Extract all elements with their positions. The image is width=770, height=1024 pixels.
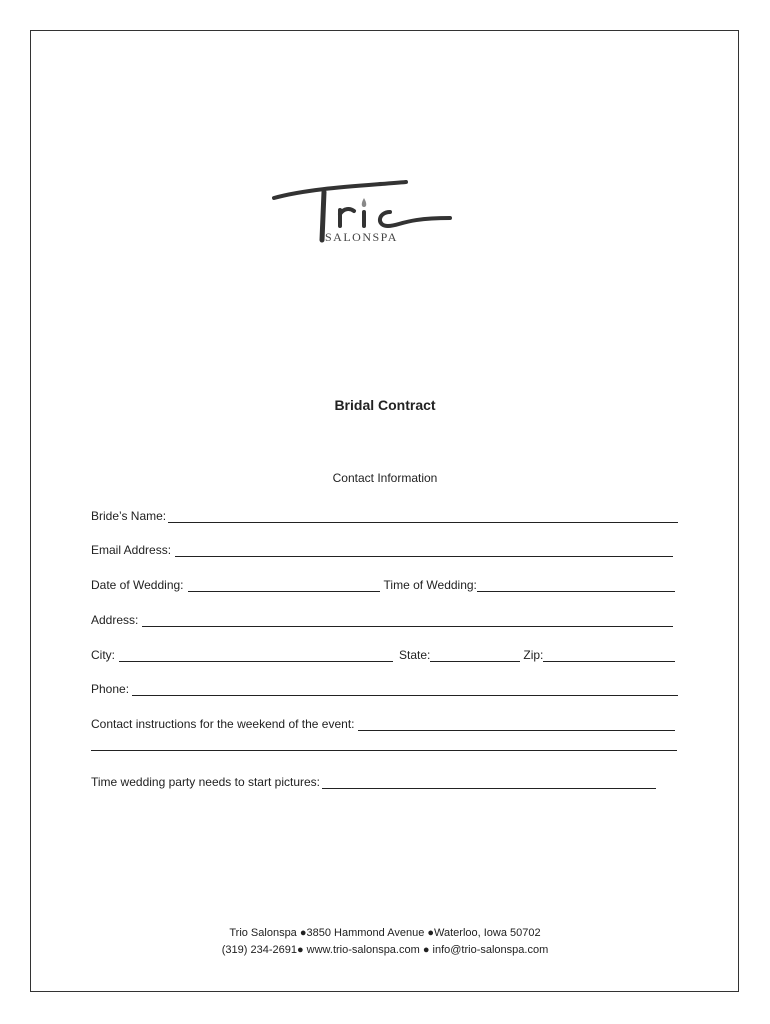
document-title: Bridal Contract (334, 397, 436, 413)
wedding-date-time-row (91, 576, 675, 592)
zip-field[interactable] (543, 649, 675, 662)
pictures-time-row (91, 773, 656, 789)
contact-instructions-row (91, 715, 675, 731)
city-field[interactable] (119, 649, 393, 662)
state-label: State: (399, 648, 431, 662)
date-of-wedding-label: Date of Wedding: (91, 578, 184, 592)
footer-address: Trio Salonspa ●3850 Hammond Avenue ●Waterloo, Iowa 50702 (229, 927, 541, 939)
address-field[interactable] (142, 614, 673, 627)
contact-instructions-row-2 (91, 735, 677, 751)
trio-salonspa-logo (270, 180, 460, 260)
email-label: Email Address: (91, 543, 172, 557)
brides-name-field[interactable] (168, 510, 678, 523)
phone-field[interactable] (132, 683, 678, 696)
phone-row (91, 680, 678, 696)
contact-instructions-label: Contact instructions for the weekend of the event: (91, 717, 355, 731)
brides-name-label: Bride’s Name: (91, 509, 167, 523)
city-state-zip-row (91, 646, 675, 662)
email-field[interactable] (175, 544, 673, 557)
address-label: Address: (91, 613, 139, 627)
time-of-wedding-field[interactable] (477, 579, 675, 592)
contact-instructions-field-line-2[interactable] (91, 738, 677, 751)
pictures-time-field[interactable] (322, 776, 656, 789)
footer-contact: (319) 234-2691● www.trio-salonspa.com ● info@trio-salonspa.com (221, 944, 549, 956)
state-field[interactable] (430, 649, 520, 662)
section-subtitle: Contact Information (332, 471, 438, 485)
brides-name-row (91, 507, 678, 523)
logo-mark-icon (270, 180, 460, 260)
phone-label: Phone: (91, 682, 130, 696)
city-label: City: (91, 648, 115, 662)
logo-salonspa-text: SALONSPA (325, 230, 398, 244)
contact-instructions-field[interactable] (358, 718, 675, 731)
address-row (91, 611, 673, 627)
email-row (91, 541, 673, 557)
date-of-wedding-field[interactable] (188, 579, 380, 592)
time-of-wedding-label: Time of Wedding: (383, 578, 477, 592)
pictures-time-label: Time wedding party needs to start pictures: (91, 775, 320, 789)
zip-label: Zip: (523, 648, 544, 662)
